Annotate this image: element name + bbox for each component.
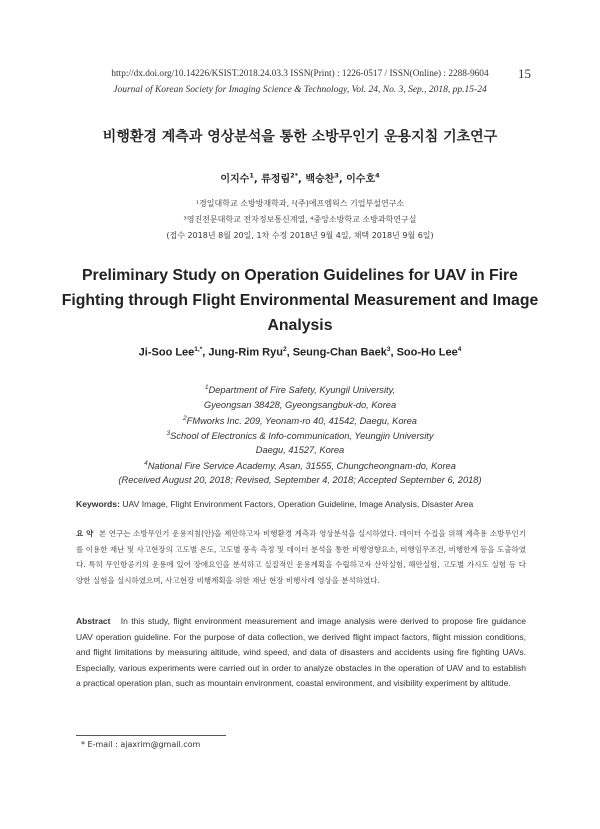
english-received-dates bbox=[0, 475, 600, 485]
author-name: Jung-Rim Ryu bbox=[208, 346, 283, 359]
author-affiliation-mark: 2 bbox=[282, 346, 287, 353]
korean-abstract bbox=[76, 526, 526, 588]
english-affiliation-line bbox=[0, 445, 600, 455]
doi-issn-line: http://dx.doi.org/10.14226/KSIST.2018.24.03.3 ISSN(Print) : 1226-0517 / ISSN(Online) : 2288-9604 bbox=[111, 69, 489, 79]
affiliation-text: FMworks Inc. 209, Yeonam-ro 40, 41542, Daegu, Korea bbox=[186, 416, 417, 427]
author-name: 이수호 bbox=[346, 174, 376, 185]
author-name: 이지수 bbox=[220, 174, 250, 185]
page-number: 15 bbox=[518, 66, 531, 81]
affiliation-mark: 2 bbox=[183, 415, 187, 422]
affiliation-text: Gyeongsan 38428, Gyeongsangbuk-do, Korea bbox=[203, 400, 397, 410]
author-affiliation-mark: 2* bbox=[290, 171, 299, 180]
english-authors: Ji-Soo Lee$^{1,*}$, Jung-Rim Ryu$^2$, Seung-Chan Baek$^3$, Soo-Ho Lee$^4$ bbox=[138, 346, 462, 359]
english-affiliation-line bbox=[0, 460, 600, 471]
affiliation-mark: 1 bbox=[204, 384, 209, 391]
affiliation-text: Daegu, 41527, Korea bbox=[255, 445, 345, 455]
english-affiliation-line bbox=[0, 400, 600, 410]
english-title-line: Fighting through Flight Environmental Measurement and Image bbox=[61, 292, 539, 309]
keywords bbox=[76, 499, 536, 509]
korean-affiliation-line: ¹경일대학교 소방방재학과, ²(주)에프엠웍스 기업부설연구소 bbox=[195, 199, 405, 208]
keywords-label: Keywords: bbox=[76, 499, 120, 509]
english-abstract bbox=[76, 614, 526, 692]
affiliation-mark: 4 bbox=[144, 460, 148, 467]
affiliation-mark: 3 bbox=[166, 430, 171, 437]
english-title-line: Preliminary Study on Operation Guidelines for UAV in Fire bbox=[82, 267, 518, 284]
korean-title: 비행환경 계측과 영상분석을 통한 소방무인기 운용지침 기초연구 bbox=[102, 129, 498, 145]
author-affiliation-mark: 1,* bbox=[194, 346, 203, 353]
affiliation-text: (Received August 20, 2018; Revised, September 4, 2018; Accepted September 6, 2018) bbox=[118, 475, 482, 485]
footnote-rule bbox=[76, 735, 226, 736]
english-abstract-text: In this study, flight environment measurement and image analysis were derived to propose fire guidance UAV operation guideline. For the purpose of data collection, we derived flight impact factors, flight mission conditions, and flight limitations by measuring altitude, wind speed, and data of disasters and accidents using fire fighting UAVs. Especially, various experiments were carried out in order to analyze obstacles in the operation of UAV and to establish a practical operation plan, such as mountain environment, coastal environment, and visibility experiment by altitude. bbox=[76, 616, 526, 689]
korean-affiliation-line: ³영진전문대학교 전자정보통신계열, ⁴중앙소방학교 소방과학연구실 bbox=[183, 215, 417, 224]
corresponding-author-email: * E-mail : ajaxrim@gmail.com bbox=[81, 740, 201, 749]
english-affiliation-line bbox=[0, 415, 600, 426]
korean-authors: 이지수$^1$, 류정림$^{2*}$, 백승찬$^3$, 이수호$^4$ bbox=[220, 171, 380, 185]
english-abstract-label: Abstract bbox=[76, 616, 111, 626]
affiliation-text: National Fire Service Academy, Asan, 31555, Chungcheongnam-do, Korea bbox=[147, 461, 456, 472]
author-affiliation-mark: 1 bbox=[249, 171, 254, 180]
korean-received-dates: (접수 2018년 8월 20일, 1차 수정 2018년 9월 4일, 채택 2018년 9월 6일) bbox=[166, 231, 434, 240]
author-affiliation-mark: 3 bbox=[386, 346, 391, 353]
journal-citation: Journal of Korean Society for Imaging Science & Technology, Vol. 24, No. 3, Sep., 2018, pp.15-24 bbox=[113, 85, 487, 95]
author-name: Ji-Soo Lee bbox=[138, 346, 195, 359]
english-title bbox=[60, 263, 540, 338]
author-affiliation-mark: 3 bbox=[334, 171, 339, 180]
english-affiliation-line bbox=[0, 430, 600, 441]
keywords-text: UAV Image, Flight Environment Factors, Operation Guideline, Image Analysis, Disaster Area bbox=[122, 499, 474, 509]
author-affiliation-mark: 4 bbox=[375, 171, 380, 180]
author-name: Seung-Chan Baek bbox=[292, 346, 387, 359]
affiliation-text: Department of Fire Safety, Kyungil University, bbox=[208, 385, 396, 396]
author-affiliation-mark: 4 bbox=[457, 346, 462, 353]
english-affiliation-line bbox=[0, 384, 600, 395]
affiliation-text: School of Electronics & Info-communication, Yeungjin University bbox=[170, 431, 434, 442]
english-title-line: Analysis bbox=[267, 317, 333, 334]
author-name: 백승찬 bbox=[305, 174, 335, 185]
korean-abstract-label: 요 약 bbox=[76, 529, 94, 538]
korean-abstract-text: 본 연구는 소방무인기 운용지침(안)을 제안하고자 비행환경 계측과 영상분석을 실시하였다. 데이터 수집을 위해 계측용 소방무인기를 이용한 재난 및 사고현장의 고도별 온도, 고도별 풍속 측정 및 데이터 분석을 통한 비행영향요소, 비행임무조건, 비행한계 등을 도출하였다. 특히 무인항공기의 운용에 있어 장애요인을 분석하고 실질적인 운용계획을 수립하고자 산악실험, 해안실험, 고도별 가시도 실험 등 다양한 실험을 실시하였으며, 사고현장 비행계획을 위한 재난 현장 비행사례 영상을 분석하였다. bbox=[76, 529, 526, 585]
author-name: 류정림 bbox=[261, 174, 291, 185]
author-name: Soo-Ho Lee bbox=[396, 346, 458, 359]
